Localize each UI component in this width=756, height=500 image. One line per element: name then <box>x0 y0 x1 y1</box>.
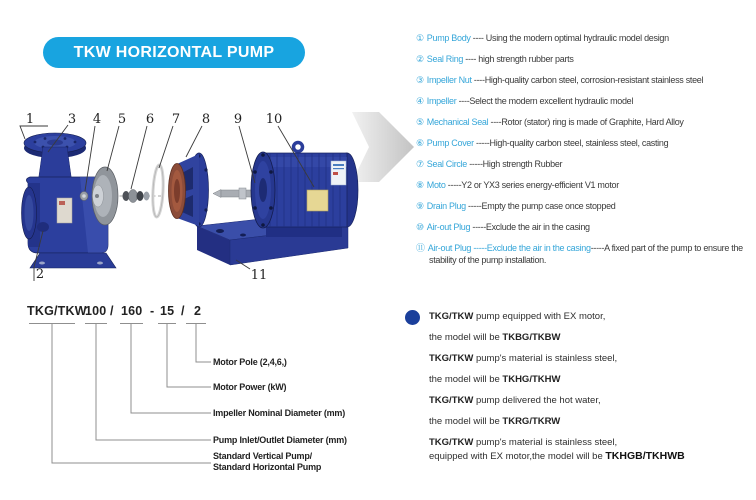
variant-list <box>429 311 756 472</box>
circled-number: ③ <box>416 75 424 85</box>
part-name: Impeller <box>426 96 457 106</box>
list-item <box>416 159 756 171</box>
list-item <box>416 75 756 87</box>
variant-model: the model will be TKRG/TKRW <box>429 416 561 427</box>
mechanical-seal <box>123 190 150 203</box>
part-number-7: 7 <box>171 112 181 127</box>
model-segment-pole: 2 <box>194 304 202 318</box>
list-item <box>416 117 756 129</box>
circled-number: ④ <box>416 96 424 106</box>
model-separator: / <box>110 304 114 318</box>
part-desc: ----High-quality carbon steel, corrosion-resistant stainless steel <box>471 75 704 85</box>
part-desc: ---- Using the modern optimal hydraulic model design <box>470 33 669 43</box>
part-number-6: 6 <box>145 112 155 127</box>
part-desc: -----Exclude the air in the casing <box>470 222 590 232</box>
part-number-9: 9 <box>233 112 243 127</box>
model-segment-series: TKG/TKW <box>27 304 87 318</box>
label-motor-pole: Motor Pole (2,4,6,) <box>213 357 287 367</box>
list-item <box>416 138 756 150</box>
pump-diagram-svg <box>10 95 420 295</box>
circled-number: ⑪ <box>416 243 425 253</box>
part-desc: ---- high strength rubber parts <box>463 54 574 64</box>
part-desc: ----Rotor (stator) ring is made of Graphite, Hard Alloy <box>488 117 684 127</box>
title-ribbon <box>43 37 305 68</box>
impeller-nut <box>80 192 88 201</box>
list-item <box>416 222 756 234</box>
motor <box>251 143 358 238</box>
label-standard-pump: Standard Vertical Pump/ Standard Horizontal Pump <box>213 451 322 472</box>
parts-list <box>416 33 756 276</box>
variant-condition: TKG/TKW pump's material is stainless steel, <box>429 353 618 364</box>
label-motor-power: Motor Power (kW) <box>213 382 287 392</box>
part-name: Pump Body <box>426 33 471 43</box>
list-item <box>416 201 756 213</box>
variant-condition: TKG/TKW pump's material is stainless steel, <box>429 437 618 448</box>
circled-number: ⑨ <box>416 201 424 211</box>
part-name: Mechanical Seal <box>426 117 489 127</box>
variant-model: the model will be TKBG/TKBW <box>429 332 561 343</box>
impeller <box>92 167 118 225</box>
circled-number: ⑤ <box>416 117 424 127</box>
part-name: Moto <box>426 180 446 190</box>
part-number-4: 4 <box>92 112 102 127</box>
model-connector-lines <box>0 300 380 490</box>
part-name: Air-out Plug <box>426 222 471 232</box>
right-arrow-icon <box>352 112 414 182</box>
pump-cover <box>169 153 209 227</box>
part-desc-blue: -----Exclude the air in the casing <box>471 243 591 253</box>
variant-model: equipped with EX motor,the model will be TKHGB/TKHWB <box>429 450 685 462</box>
label-impeller-diameter: Impeller Nominal Diameter (mm) <box>213 408 346 418</box>
variant-model: the model will be TKHG/TKHW <box>429 374 561 385</box>
model-separator: / <box>181 304 185 318</box>
model-separator: - <box>150 304 155 318</box>
model-segment-power: 15 <box>160 304 175 318</box>
part-name: Impeller Nut <box>426 75 472 85</box>
part-desc: ----Select the modern excellent hydraulic model <box>456 96 634 106</box>
list-item <box>416 180 756 192</box>
exploded-pump-diagram <box>10 95 420 295</box>
part-number-2: 2 <box>35 267 45 282</box>
part-number-10: 10 <box>265 112 283 127</box>
drain-boss <box>37 222 49 232</box>
variant-condition: TKG/TKW pump equipped with EX motor, <box>429 311 606 322</box>
seal-circle <box>152 165 165 217</box>
circled-number: ⑩ <box>416 222 424 232</box>
part-name: Seal Circle <box>426 159 467 169</box>
part-desc: -----A fixed part of the pump to ensure the stability of the pump installation. <box>429 243 743 265</box>
model-code-diagram <box>0 300 380 490</box>
circled-number: ⑦ <box>416 159 424 169</box>
circled-number: ⑥ <box>416 138 424 148</box>
list-item <box>416 96 756 108</box>
list-item <box>416 33 756 45</box>
part-desc: -----High strength Rubber <box>467 159 563 169</box>
label-inlet-outlet: Pump Inlet/Outlet Diameter (mm) <box>213 435 347 445</box>
part-name: Drain Plug <box>426 201 466 211</box>
part-number-8: 8 <box>201 112 211 127</box>
part-desc: -----Y2 or YX3 series energy-efficient V1 motor <box>445 180 619 190</box>
model-segment-inlet: 100 <box>85 304 107 318</box>
pump-shaft <box>213 188 255 199</box>
part-desc: -----High-quality carbon steel, stainless steel, casting <box>473 138 669 148</box>
circled-number: ⑧ <box>416 180 424 190</box>
part-number-3: 3 <box>67 112 77 127</box>
list-item <box>416 243 756 266</box>
motor-nameplate <box>307 190 328 211</box>
part-name: Seal Ring <box>426 54 464 64</box>
part-number-5: 5 <box>117 112 127 127</box>
part-number-1: 1 <box>25 112 35 127</box>
part-desc: -----Empty the pump case once stopped <box>465 201 616 211</box>
part-name: Air-out Plug <box>427 243 472 253</box>
part-number-11: 11 <box>250 268 268 283</box>
circled-number: ② <box>416 54 424 64</box>
variant-condition: TKG/TKW pump delivered the hot water, <box>429 395 601 406</box>
bullet-icon <box>405 310 420 325</box>
model-segment-impeller: 160 <box>121 304 143 318</box>
circled-number: ① <box>416 33 424 43</box>
page-title: TKW HORIZONTAL PUMP <box>73 43 275 61</box>
part-name: Pump Cover <box>426 138 474 148</box>
list-item <box>416 54 756 66</box>
